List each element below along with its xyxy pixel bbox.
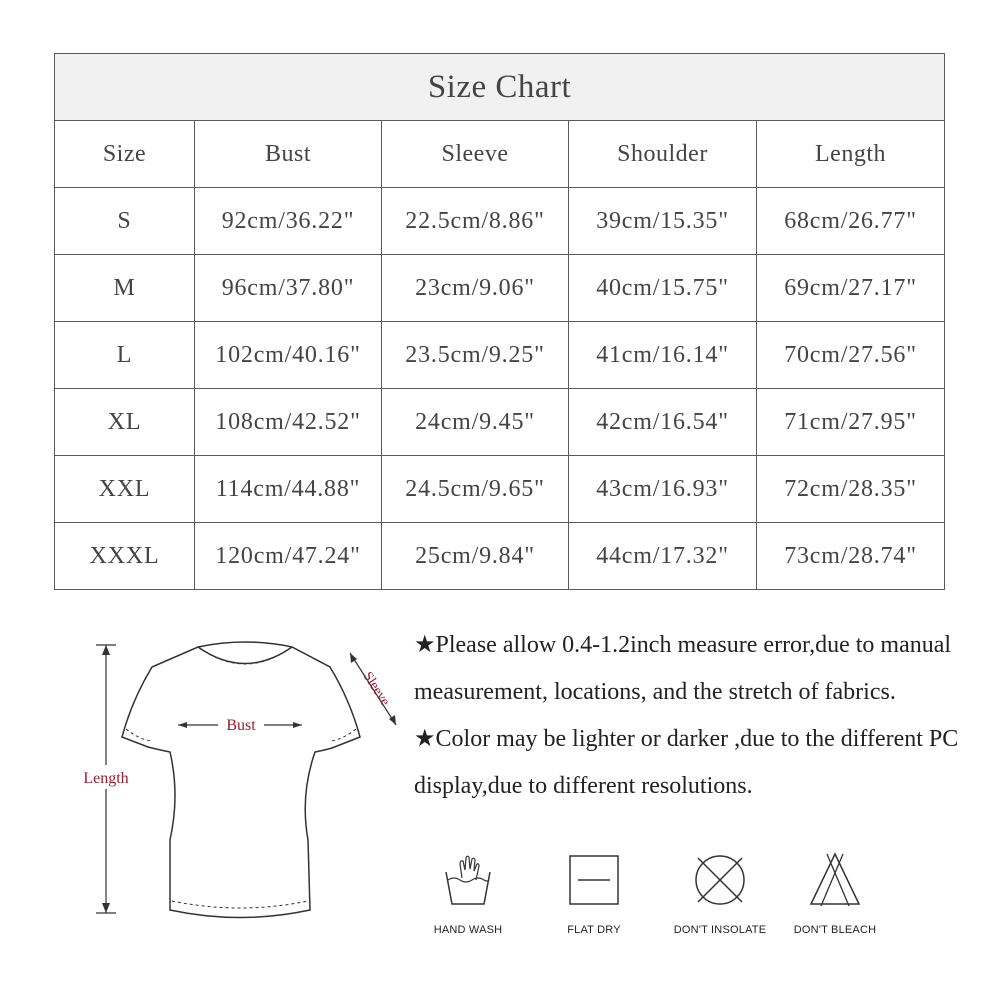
care-label: FLAT DRY xyxy=(567,924,621,936)
sleeve-cell: 22.5cm/8.86" xyxy=(382,188,569,255)
table-row xyxy=(55,188,945,255)
sleeve-cell: 24cm/9.45" xyxy=(382,389,569,456)
dont-bleach-icon xyxy=(805,850,865,910)
tshirt-outline xyxy=(122,642,360,918)
size-cell: M xyxy=(55,255,195,322)
column-header-sleeve: Sleeve xyxy=(382,121,569,188)
bust-cell: 120cm/47.24" xyxy=(195,523,382,590)
shoulder-cell: 41cm/16.14" xyxy=(569,322,757,389)
note-measure-error: ★Please allow 0.4-1.2inch measure error,due to manual measurement, locations, and the stretch of fabrics. xyxy=(414,632,952,705)
size-chart-title: Size Chart xyxy=(55,54,945,121)
care-flat-dry xyxy=(534,850,654,936)
dont-insolate-icon xyxy=(690,850,750,910)
column-header-shoulder: Shoulder xyxy=(569,121,757,188)
bust-cell: 96cm/37.80" xyxy=(195,255,382,322)
sleeve-cell: 24.5cm/9.65" xyxy=(382,456,569,523)
shoulder-cell: 42cm/16.54" xyxy=(569,389,757,456)
column-header-size: Size xyxy=(55,121,195,188)
table-row xyxy=(55,389,945,456)
size-cell: XL xyxy=(55,389,195,456)
care-label: HAND WASH xyxy=(433,924,503,936)
bust-cell: 92cm/36.22" xyxy=(195,188,382,255)
length-cell: 69cm/27.17" xyxy=(757,255,945,322)
table-row xyxy=(55,523,945,590)
bust-cell: 114cm/44.88" xyxy=(195,456,382,523)
sleeve-cell: 23cm/9.06" xyxy=(382,255,569,322)
length-cell: 72cm/28.35" xyxy=(757,456,945,523)
shoulder-cell: 43cm/16.93" xyxy=(569,456,757,523)
column-header-length: Length xyxy=(757,121,945,188)
care-label: DON'T BLEACH xyxy=(793,924,877,936)
care-dont-insolate xyxy=(660,850,780,936)
length-cell: 71cm/27.95" xyxy=(757,389,945,456)
table-row xyxy=(55,456,945,523)
sleeve-label: Sleeve xyxy=(359,669,393,709)
bust-label: Bust xyxy=(226,717,256,734)
length-label: Length xyxy=(83,770,129,787)
column-header-bust: Bust xyxy=(195,121,382,188)
size-cell: S xyxy=(55,188,195,255)
length-cell: 68cm/26.77" xyxy=(757,188,945,255)
size-chart-table xyxy=(54,53,945,590)
shoulder-cell: 40cm/15.75" xyxy=(569,255,757,322)
shoulder-cell: 39cm/15.35" xyxy=(569,188,757,255)
sleeve-cell: 25cm/9.84" xyxy=(382,523,569,590)
bust-cell: 102cm/40.16" xyxy=(195,322,382,389)
length-cell: 73cm/28.74" xyxy=(757,523,945,590)
flat-dry-icon xyxy=(564,850,624,910)
size-cell: XXL xyxy=(55,456,195,523)
measurement-notes xyxy=(414,622,974,810)
hand-wash-icon xyxy=(438,850,498,910)
bust-cell: 108cm/42.52" xyxy=(195,389,382,456)
size-cell: XXXL xyxy=(55,523,195,590)
shoulder-cell: 44cm/17.32" xyxy=(569,523,757,590)
length-cell: 70cm/27.56" xyxy=(757,322,945,389)
table-row xyxy=(55,255,945,322)
care-dont-bleach xyxy=(775,850,895,936)
note-color-difference: ★Color may be lighter or darker ,due to the different PC display,due to different resolutions. xyxy=(414,726,959,799)
size-cell: L xyxy=(55,322,195,389)
care-label: DON'T INSOLATE xyxy=(673,924,767,936)
sleeve-cell: 23.5cm/9.25" xyxy=(382,322,569,389)
care-hand-wash xyxy=(408,850,528,936)
tshirt-measurement-diagram xyxy=(70,625,410,925)
table-row xyxy=(55,322,945,389)
